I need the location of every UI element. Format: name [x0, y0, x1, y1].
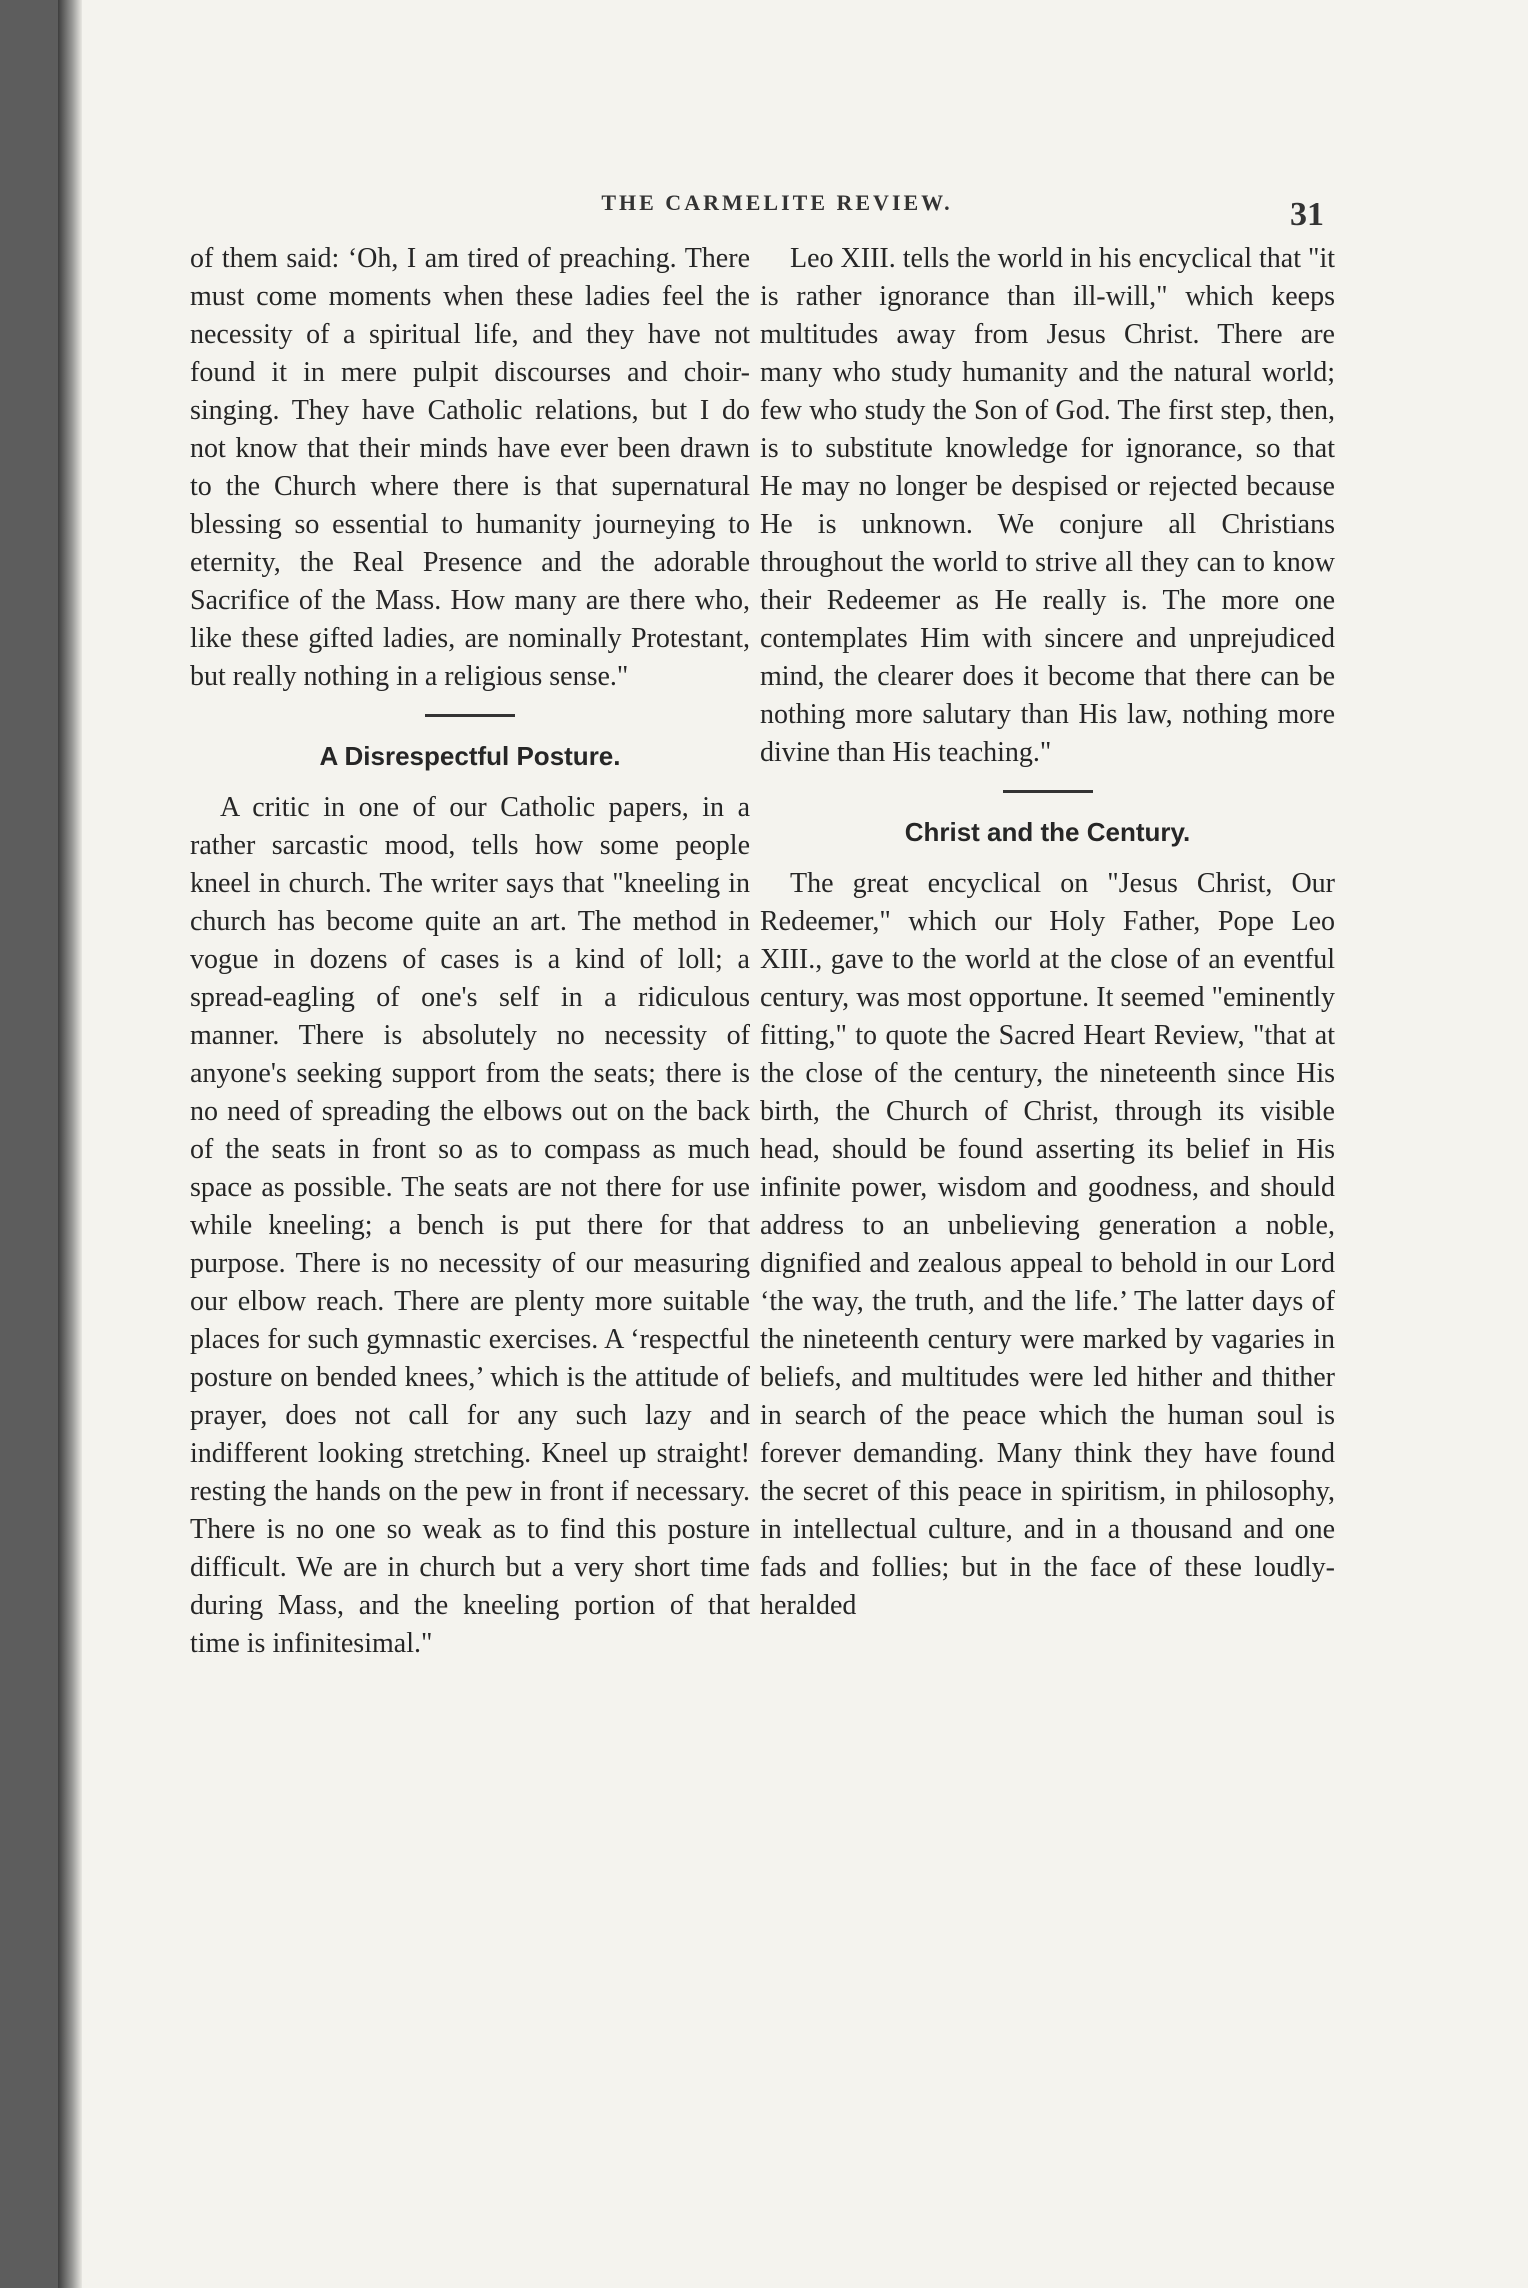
- right-continuation-paragraph: Leo XIII. tells the world in his encyclical that "it is rather ignorance than ill-will," which keeps multitudes away from Jesus Christ. There are many who study humanity and the natural world; few who study the Son of God. The first step, then, is to substitute knowledge for ignorance, so that He may no longer be despised or rejected because He is unknown. We conjure all Christians throughout the world to strive all they can to know their Redeemer as He really is. The more one contemplates Him with sincere and unprejudiced mind, the clearer does it become that there can be nothing more salutary than His law, nothing more divine than His teaching.": [760, 243, 1335, 768]
- scan-edge: [0, 0, 58, 2288]
- section-divider: [425, 714, 515, 717]
- posture-paragraph: A critic in one of our Catholic papers, in a rather sarcastic mood, tells how some people kneel in church. The writer says that "kneeling in church has become quite an art. The method in vogue in dozens of cases is a kind of loll; a spread-eagling of one's self in a ridiculous manner. There is absolutely no necessity of anyone's seeking support from the seats; there is no need of spreading the elbows out on the back of the seats in front so as to compass as much space as possible. The seats are not there for use while kneeling; a bench is put there for that purpose. There is no necessity of our measuring our elbow reach. There are plenty more suitable places for such gymnastic exercises. A ‘respectful posture on bended knees,’ which is the attitude of prayer, does not call for any such lazy and indifferent looking stretching. Kneel up straight! resting the hands on the pew in front if necessary. There is no one so weak as to find this posture difficult. We are in church but a very short time during Mass, and the kneeling portion of that time is infinitesimal.": [190, 792, 750, 1659]
- running-title: THE CARMELITE REVIEW.: [601, 190, 953, 215]
- right-column: [760, 240, 1335, 1625]
- left-continuation-paragraph: of them said: ‘Oh, I am tired of preaching. There must come moments when these ladies feel the necessity of a spiritual life, and they have not found it in mere pulpit discourses and choir-singing. They have Catholic relations, but I do not know that their minds have ever been drawn to the Church where there is that supernatural blessing so essential to humanity journeying to eternity, the Real Presence and the adorable Sacrifice of the Mass. How many are there who, like these gifted ladies, are nominally Protestant, but really nothing in a religious sense.": [190, 243, 750, 692]
- section-divider: [1003, 790, 1093, 793]
- page-number: 31: [1290, 196, 1324, 233]
- century-paragraph: The great encyclical on "Jesus Christ, Our Redeemer," which our Holy Father, Pope Leo XIII., gave to the world at the close of an eventful century, was most opportune. It seemed "eminently fitting," to quote the Sacred Heart Review, "that at the close of the century, the nineteenth since His birth, the Church of Christ, through its visible head, should be found asserting its belief in His infinite power, wisdom and goodness, and should address to an unbelieving generation a noble, dignified and zealous appeal to behold in our Lord ‘the way, the truth, and the life.’ The latter days of the nineteenth century were marked by vagaries in beliefs, and multitudes were led hither and thither in search of the peace which the human soul is forever demanding. Many think they have found the secret of this peace in spiritism, in philosophy, in intellectual culture, and in a thousand and one fads and follies; but in the face of these loudly-heralded: [760, 868, 1335, 1621]
- spine-shadow: [58, 0, 82, 2288]
- left-column: [190, 240, 750, 1663]
- section-heading-century: Christ and the Century.: [904, 817, 1191, 847]
- section-heading-posture: A Disrespectful Posture.: [319, 741, 621, 771]
